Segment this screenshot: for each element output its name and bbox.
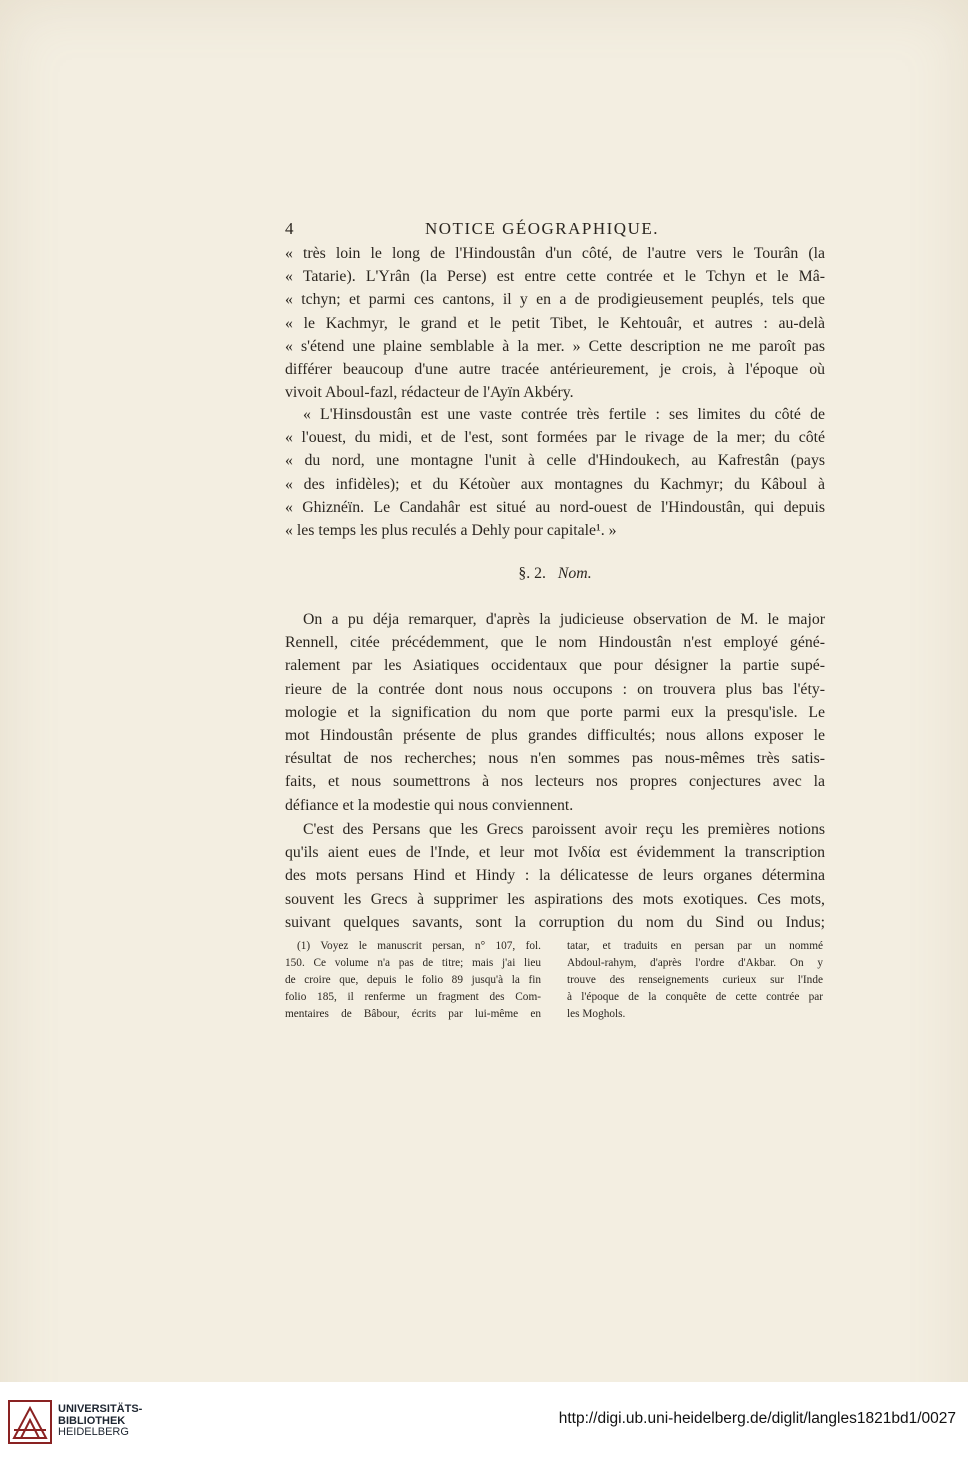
paragraph-1	[285, 242, 825, 404]
text-line: On a pu déja remarquer, d'après la judicieuse observation de M. le major	[303, 611, 825, 628]
text-line: vivoit Aboul-fazl, rédacteur de l'Ayïn Akbéry.	[285, 384, 574, 402]
text-line: « Ghiznéïn. Le Candahâr est situé au nord-ouest de l'Hindoustân, qui depuis	[285, 498, 825, 516]
footnote-line: tatar, et traduits en persan par un nommé	[567, 940, 823, 952]
text-line: « tchyn; et parmi ces cantons, il y en a de prodigieusement peuplés, tels que	[285, 291, 825, 309]
text-line: « L'Hinsdoustân est une vaste contrée très fertile : ses limites du côté de	[303, 406, 825, 423]
page-header	[285, 219, 825, 243]
section-heading	[285, 565, 825, 583]
footnote-column-right	[567, 938, 823, 1023]
footnote-line: trouve des renseignements curieux sur l'Inde	[567, 974, 823, 986]
library-footer	[0, 1382, 968, 1461]
text-line: souvent les Grecs à supprimer les aspirations des mots exotiques. Ces mots,	[285, 890, 825, 908]
text-line: « du nord, une montagne l'unit à celle d'Hindoukech, au Kafrestân (pays	[285, 452, 825, 470]
text-line: « l'ouest, du midi, et de l'est, sont formées par le rivage de la mer; du côté	[285, 429, 825, 447]
library-name-line: HEIDELBERG	[58, 1426, 129, 1438]
text-line: « les temps les plus reculés a Dehly pour capitale¹. »	[285, 521, 617, 539]
footnote-line: de croire que, depuis le folio 89 jusqu'à la fin	[285, 974, 541, 986]
library-name	[58, 1404, 142, 1439]
running-head: NOTICE GÉOGRAPHIQUE.	[425, 219, 659, 238]
footnote-line: Abdoul-rahym, d'après l'ordre d'Akbar. On y	[567, 957, 823, 969]
text-line: « Tatarie). L'Yrân (la Perse) est entre cette contrée et le Tchyn et le Mâ-	[285, 268, 825, 286]
text-line: ralement par les Asiatiques occidentaux que pour désigner la partie supé-	[285, 657, 825, 675]
text-line: suivant quelques savants, sont la corruption du nom du Sind ou Indus;	[285, 913, 825, 931]
text-line: faits, et nous soumettrons à nos lecteurs nos propres conjectures avec la	[285, 773, 825, 791]
text-line: Rennell, citée précédemment, que le nom Hindoustân n'est employé géné-	[285, 634, 825, 652]
footnote-line: les Moghols.	[567, 1008, 626, 1020]
text-line: « des infidèles); et du Kétoùer aux montagnes du Kachmyr; du Kâboul à	[285, 475, 825, 493]
footnote-column-left	[285, 938, 541, 1023]
footnote-line: mentaires de Bâbour, écrits par lui-même en	[285, 1008, 541, 1020]
library-name-line: BIBLIOTHEK	[58, 1414, 126, 1427]
text-line: différer beaucoup d'une autre tracée antérieurement, je crois, à l'époque où	[285, 360, 825, 378]
section-title: Nom.	[557, 565, 592, 582]
text-line: qu'ils aient eues de l'Inde, et leur mot Ινδία est évidemment la transcription	[285, 844, 825, 862]
text-line: défiance et la modestie qui nous conviennent.	[285, 796, 574, 814]
text-line: mot Hindoustân présente de plus grandes difficultés; nous allons exposer le	[285, 726, 825, 744]
section-number: §. 2.	[518, 565, 546, 582]
footnotes	[285, 938, 825, 1028]
paragraph-3	[285, 608, 825, 817]
footnote-line: (1) Voyez le manuscrit persan, n° 107, fol.	[297, 940, 541, 952]
page-number: 4	[285, 219, 295, 238]
paragraph-4	[285, 818, 825, 934]
footnote-line: à l'époque de la conquête de cette contrée par	[567, 991, 823, 1003]
text-line: « très loin le long de l'Hindoustân d'un côté, de l'autre vers le Tourân (la	[285, 245, 825, 262]
paragraph-2	[285, 403, 825, 542]
university-library-logo-icon	[8, 1400, 52, 1444]
text-line: C'est des Persans que les Grecs paroissent avoir reçu les premières notions	[303, 821, 825, 838]
text-line: rieure de la contrée dont nous nous occupons : on trouvera plus bas l'éty-	[285, 680, 825, 698]
footnote-line: folio 185, il renferme un fragment des Com-	[285, 991, 541, 1003]
text-line: « le Kachmyr, le grand et le petit Tibet, le Kehtouâr, et autres : au-delà	[285, 314, 825, 332]
text-line: mologie et la signification du nom que porte parmi eux la presqu'isle. Le	[285, 703, 825, 721]
text-line: résultat de nos recherches; nous n'en sommes pas nous-mêmes très satis-	[285, 750, 825, 768]
source-url-link[interactable]: http://digi.ub.uni-heidelberg.de/diglit/langles1821bd1/0027	[558, 1410, 956, 1427]
text-line: des mots persans Hind et Hindy : la délicatesse de leurs organes détermina	[285, 867, 825, 885]
footnote-line: 150. Ce volume n'a pas de titre; mais j'ai lieu	[285, 957, 541, 969]
library-name-line: UNIVERSITÄTS-	[58, 1403, 143, 1415]
text-line: « s'étend une plaine semblable à la mer. » Cette description ne me paroît pas	[285, 337, 825, 355]
